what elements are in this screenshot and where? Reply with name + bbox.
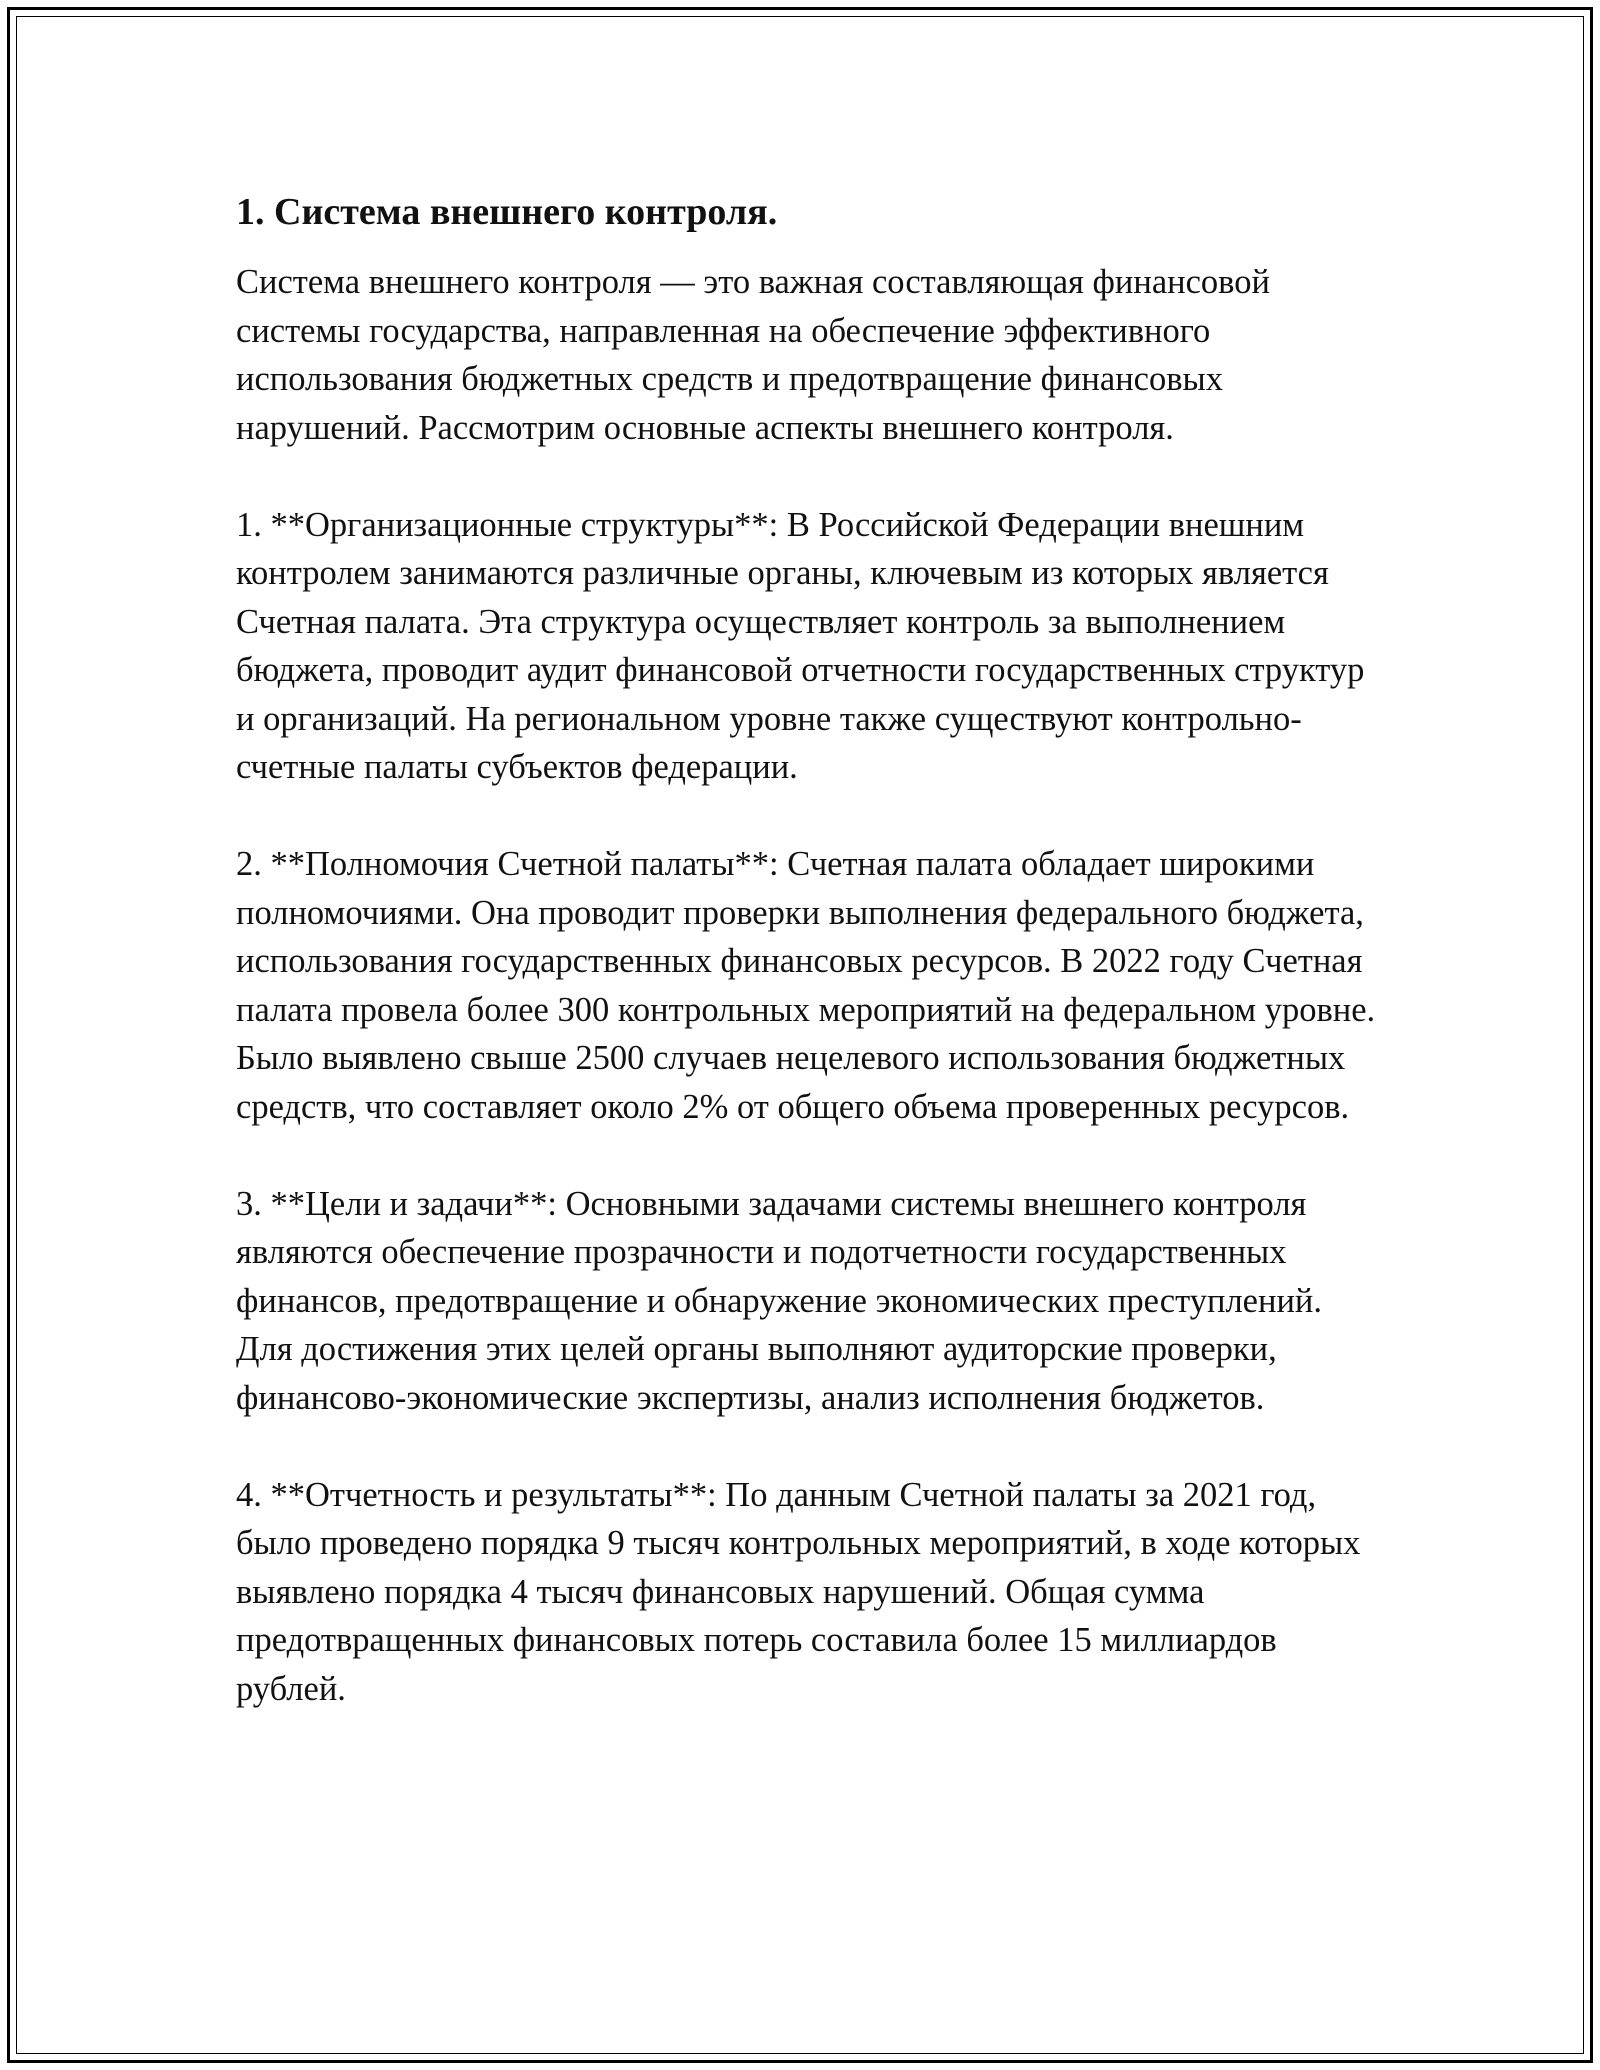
paragraph-reporting-and-results: 4. **Отчетность и результаты**: По данным Счетной палаты за 2021 год, было проведено порядка 9 тысяч контрольных мероприятий, в ходе которых выявлено порядка 4 тысяч финансовых нарушений. Общая сумма предотвращенных финансовых потерь составила более 15 миллиардов рублей. bbox=[236, 1475, 1361, 1708]
document-body bbox=[236, 188, 1376, 1713]
section-title: 1. Система внешнего контроля. bbox=[236, 191, 778, 233]
paragraph-organizational-structures: 1. **Организационные структуры**: В Российской Федерации внешним контролем занимаются различные органы, ключевым из которых является Счетная палата. Эта структура осуществляет контроль за выполнением бюджета, проводит аудит финансовой отчетности государственных структур и организаций. На региональном уровне также существуют контрольно-счетные палаты субъектов федерации. bbox=[236, 505, 1365, 786]
paragraph-goals-and-tasks: 3. **Цели и задачи**: Основными задачами системы внешнего контроля являются обеспечение прозрачности и подотчетности государственных финансов, предотвращение и обнаружение экономических преступлений. Для достижения этих целей органы выполняют аудиторские проверки, финансово-экономические экспертизы, анализ исполнения бюджетов. bbox=[236, 1184, 1322, 1417]
paragraph-accounts-chamber-powers: 2. **Полномочия Счетной палаты**: Счетная палата обладает широкими полномочиями. Она проводит проверки выполнения федерального бюджета, использования государственных финансовых ресурсов. В 2022 году Счетная палата провела более 300 контрольных мероприятий на федеральном уровне. Было выявлено свыше 2500 случаев нецелевого использования бюджетных средств, что составляет около 2% от общего объема проверенных ресурсов. bbox=[236, 845, 1376, 1126]
intro-paragraph: Система внешнего контроля — это важная составляющая финансовой системы государства, направленная на обеспечение эффективного использования бюджетных средств и предотвращение финансовых нарушений. Рассмотрим основные аспекты внешнего контроля. bbox=[236, 263, 1270, 447]
